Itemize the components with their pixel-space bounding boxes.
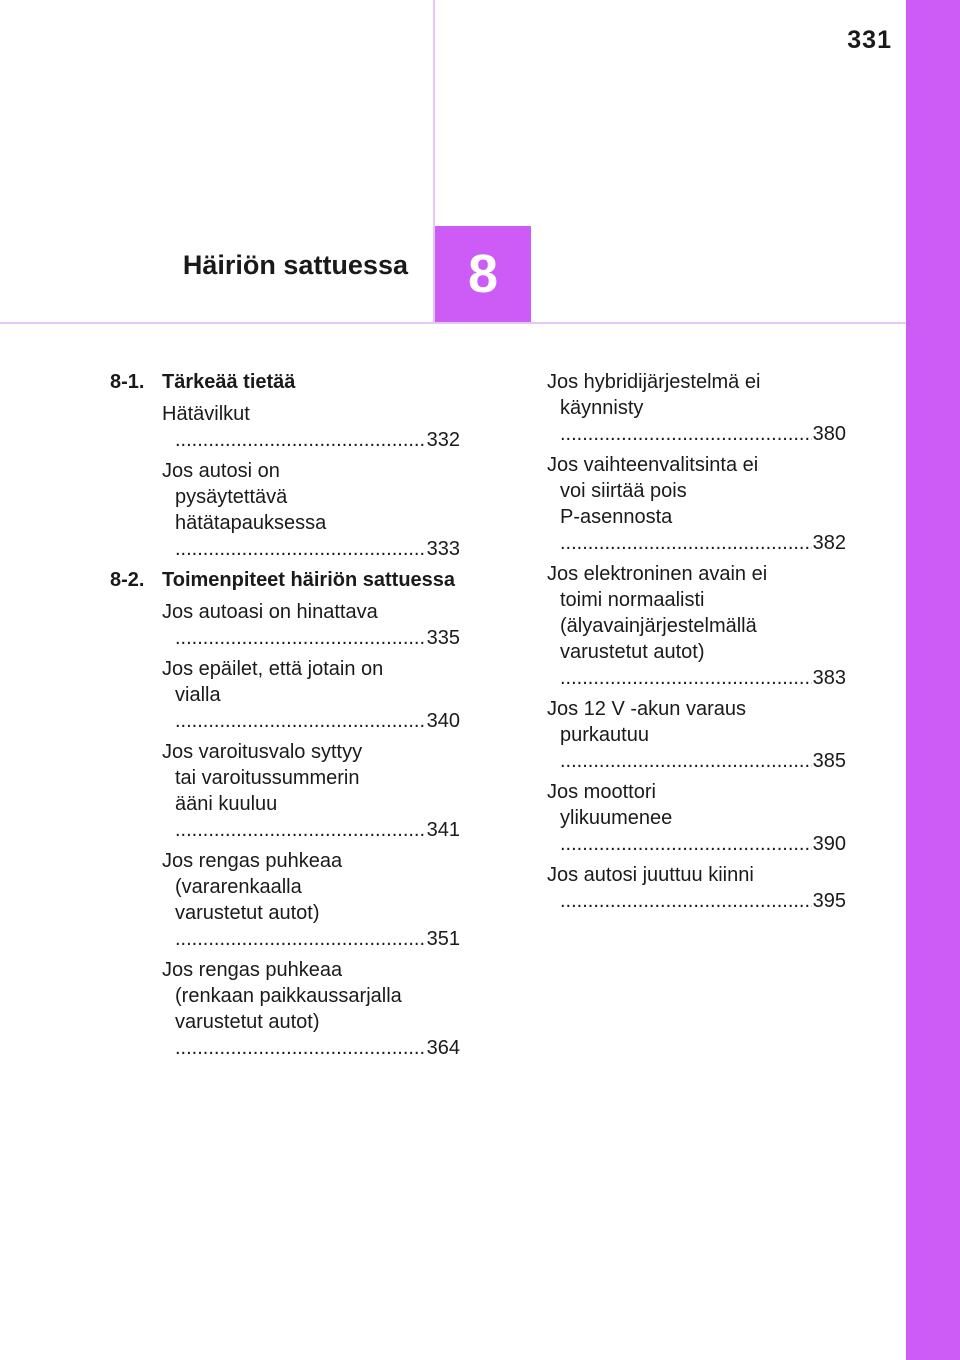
toc-entry-page: 364 (426, 1037, 460, 1059)
toc-entry[interactable] (547, 779, 846, 857)
toc-section-8-1[interactable] (110, 369, 460, 395)
horizontal-rule (0, 322, 906, 324)
toc-entry-page: 351 (426, 928, 460, 950)
toc-entry[interactable] (547, 696, 846, 774)
toc-entry-title: Jos autoasi on hinattava ..... (162, 599, 426, 651)
section-number: 8-2. (110, 569, 145, 591)
toc-entry[interactable] (162, 739, 460, 843)
toc-entry-page: 335 (426, 627, 460, 649)
toc-entry-title: Jos autosi juuttuu kiinni ..... (547, 862, 812, 914)
toc-entry-title: Jos 12 V -akun varaus purkautuu ..... (547, 696, 812, 774)
toc-entry-page: 333 (426, 538, 460, 560)
chapter-side-tab (906, 0, 960, 1360)
toc-entry-title: Jos varoitusvalo syttyy tai varoitussummerin ääni kuuluu ..... (162, 739, 426, 843)
chapter-number-box (435, 226, 531, 322)
toc-column-right (547, 369, 846, 919)
toc-entry-title: Hätävilkut ..... (162, 401, 426, 453)
toc-entry[interactable] (162, 458, 460, 562)
toc-section-8-2[interactable] (110, 567, 460, 593)
section-title: Tärkeää tietää (162, 371, 296, 393)
toc-column-left (110, 369, 460, 1066)
toc-entry-title: Jos autosi on pysäytettävä hätätapauksessa ..... (162, 458, 426, 562)
toc-entry[interactable] (547, 862, 846, 914)
toc-entry[interactable] (162, 599, 460, 651)
toc-entry-page: 382 (812, 532, 846, 554)
section-number: 8-1. (110, 371, 145, 393)
toc-entry-page: 385 (812, 750, 846, 772)
toc-entry-title: Jos rengas puhkeaa (renkaan paikkaussarjalla varustetut autot) ..... (162, 957, 426, 1061)
toc-entry-page: 395 (812, 890, 846, 912)
toc-entry-page: 340 (426, 710, 460, 732)
toc-entry[interactable] (162, 957, 460, 1061)
toc-entry[interactable] (547, 561, 846, 691)
toc-entry[interactable] (162, 401, 460, 453)
toc-entry-title: Jos hybridijärjestelmä ei käynnisty ..... (547, 369, 812, 447)
toc-entry[interactable] (162, 656, 460, 734)
chapter-number: 8 (467, 244, 499, 304)
toc-entry-title: Jos epäilet, että jotain on vialla ..... (162, 656, 426, 734)
toc-entry-page: 332 (426, 429, 460, 451)
toc-entry-title: Jos vaihteenvalitsinta ei voi siirtää pois P-asennosta ..... (547, 452, 812, 556)
toc-entry-title: Jos rengas puhkeaa (vararenkaalla varustetut autot) ..... (162, 848, 426, 952)
toc-entry[interactable] (547, 369, 846, 447)
toc-entry-page: 380 (812, 423, 846, 445)
toc-entry-page: 383 (812, 667, 846, 689)
toc-entry[interactable] (162, 848, 460, 952)
toc-entry-page: 341 (426, 819, 460, 841)
chapter-title: Häiriön sattuessa (182, 250, 408, 280)
toc-entry-page: 390 (812, 833, 846, 855)
page-number: 331 (847, 26, 892, 54)
toc-entry-title: Jos moottori ylikuumenee ..... (547, 779, 812, 857)
toc-entry[interactable] (547, 452, 846, 556)
toc-entry-title: Jos elektroninen avain ei toimi normaalisti (älyavainjärjestelmällä varustetut autot) ..... (547, 561, 812, 691)
section-title: Toimenpiteet häiriön sattuessa (162, 569, 456, 591)
